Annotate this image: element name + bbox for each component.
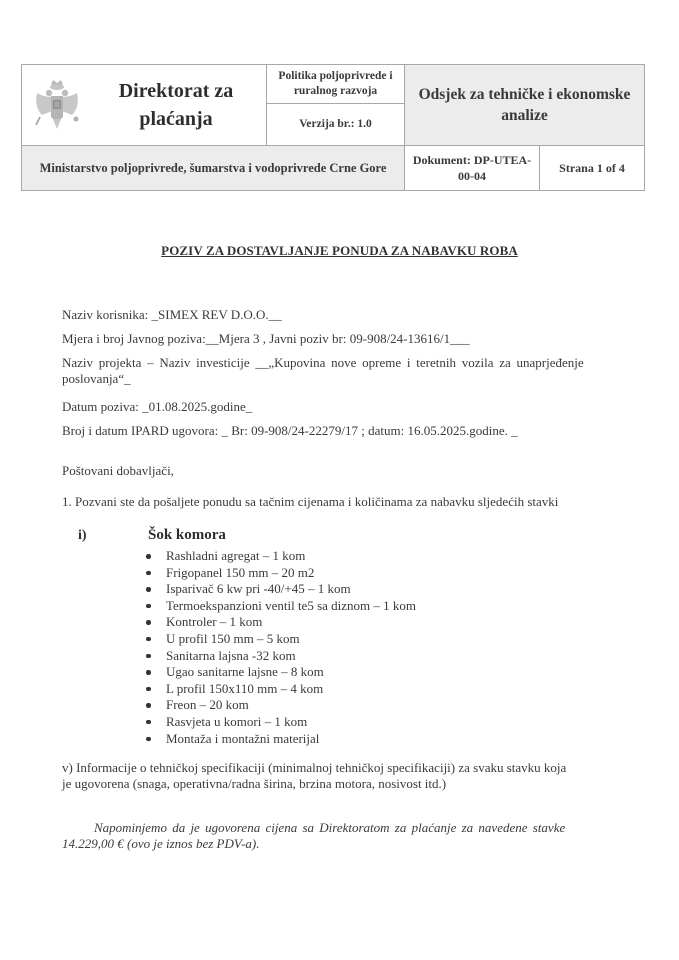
price-note: Napominjemo da je ugovorena cijena sa Direktoratom za plaćanje za navedene stavke 14.229,00 € (ovo je iznos bez PDV-a). bbox=[62, 820, 566, 851]
list-item: Rasvjeta u komori – 1 kom bbox=[146, 714, 416, 731]
document-header-table bbox=[21, 64, 645, 191]
ministry-cell: Ministarstvo poljoprivrede, šumarstva i vodoprivrede Crne Gore bbox=[22, 146, 405, 191]
bullet-icon bbox=[146, 637, 151, 642]
list-item: Frigopanel 150 mm – 20 m2 bbox=[146, 565, 416, 582]
user-name-field: Naziv korisnika: _SIMEX REV D.O.O.__ bbox=[62, 307, 282, 322]
bullet-icon bbox=[146, 703, 151, 708]
list-item: Sanitarna lajsna -32 kom bbox=[146, 648, 416, 665]
bullet-icon bbox=[146, 687, 151, 692]
list-item: Ugao sanitarne lajsne – 8 kom bbox=[146, 664, 416, 681]
bullet-icon bbox=[146, 620, 151, 625]
list-item: U profil 150 mm – 5 kom bbox=[146, 631, 416, 648]
document-title: POZIV ZA DOSTAVLJANJE PONUDA ZA NABAVKU ROBA bbox=[161, 243, 518, 258]
policy-cell: Politika poljoprivrede i ruralnog razvoja bbox=[267, 65, 405, 104]
section-number: i) bbox=[78, 528, 87, 543]
bullet-icon bbox=[146, 571, 151, 576]
document-number-cell: Dokument: DP-UTEA-00-04 bbox=[405, 146, 540, 191]
bullet-icon bbox=[146, 604, 151, 609]
technical-specification-text: v) Informacije o tehničkoj specifikaciji (minimalnoj tehničkoj specifikaciji) za svaku stavku koja je ugovorena (snaga, operativna/radna širina, brzina motora, nosivost itd.) bbox=[62, 760, 567, 791]
ipard-contract-field: Broj i datum IPARD ugovora: _ Br: 09-908/24-22279/17 ; datum: 16.05.2025.godine. _ bbox=[62, 423, 518, 438]
list-item: Montaža i montažni materijal bbox=[146, 731, 416, 748]
list-item: Isparivač 6 kw pri -40/+45 – 1 kom bbox=[146, 581, 416, 598]
project-name-field: Naziv projekta – Naziv investicije __„Kupovina nove opreme i teretnih vozila za unaprjeđenje poslovanja“_ bbox=[62, 355, 584, 386]
list-item: Kontroler – 1 kom bbox=[146, 614, 416, 631]
page-number-cell: Strana 1 of 4 bbox=[540, 146, 645, 191]
greeting: Poštovani dobavljači, bbox=[62, 463, 174, 478]
organization-cell bbox=[22, 65, 267, 146]
list-item: Freon – 20 kom bbox=[146, 697, 416, 714]
version-cell: Verzija br.: 1.0 bbox=[267, 104, 405, 146]
list-item: L profil 150x110 mm – 4 kom bbox=[146, 681, 416, 698]
invitation-text: 1. Pozvani ste da pošaljete ponudu sa tačnim cijenama i količinama za nabavku sljedećih stavki bbox=[62, 494, 559, 509]
bullet-icon bbox=[146, 554, 151, 559]
bullet-icon bbox=[146, 654, 151, 659]
section-title: Šok komora bbox=[148, 527, 226, 543]
bullet-icon bbox=[146, 587, 151, 592]
bullet-icon bbox=[146, 720, 151, 725]
montenegro-coat-of-arms-icon bbox=[32, 77, 82, 133]
department-cell: Odsjek za tehničke i ekonomske analize bbox=[405, 65, 645, 146]
call-date-field: Datum poziva: _01.08.2025.godine_ bbox=[62, 399, 253, 414]
list-item: Rashladni agregat – 1 kom bbox=[146, 548, 416, 565]
bullet-icon bbox=[146, 670, 151, 675]
list-item: Termoekspanzioni ventil te5 sa diznom – 1 kom bbox=[146, 598, 416, 615]
item-list bbox=[146, 548, 416, 747]
public-call-field: Mjera i broj Javnog poziva:__Mjera 3 , Javni poziv br: 09-908/24-13616/1___ bbox=[62, 331, 470, 346]
organization-name: Direktorat za plaćanja bbox=[118, 80, 234, 130]
bullet-icon bbox=[146, 737, 151, 742]
